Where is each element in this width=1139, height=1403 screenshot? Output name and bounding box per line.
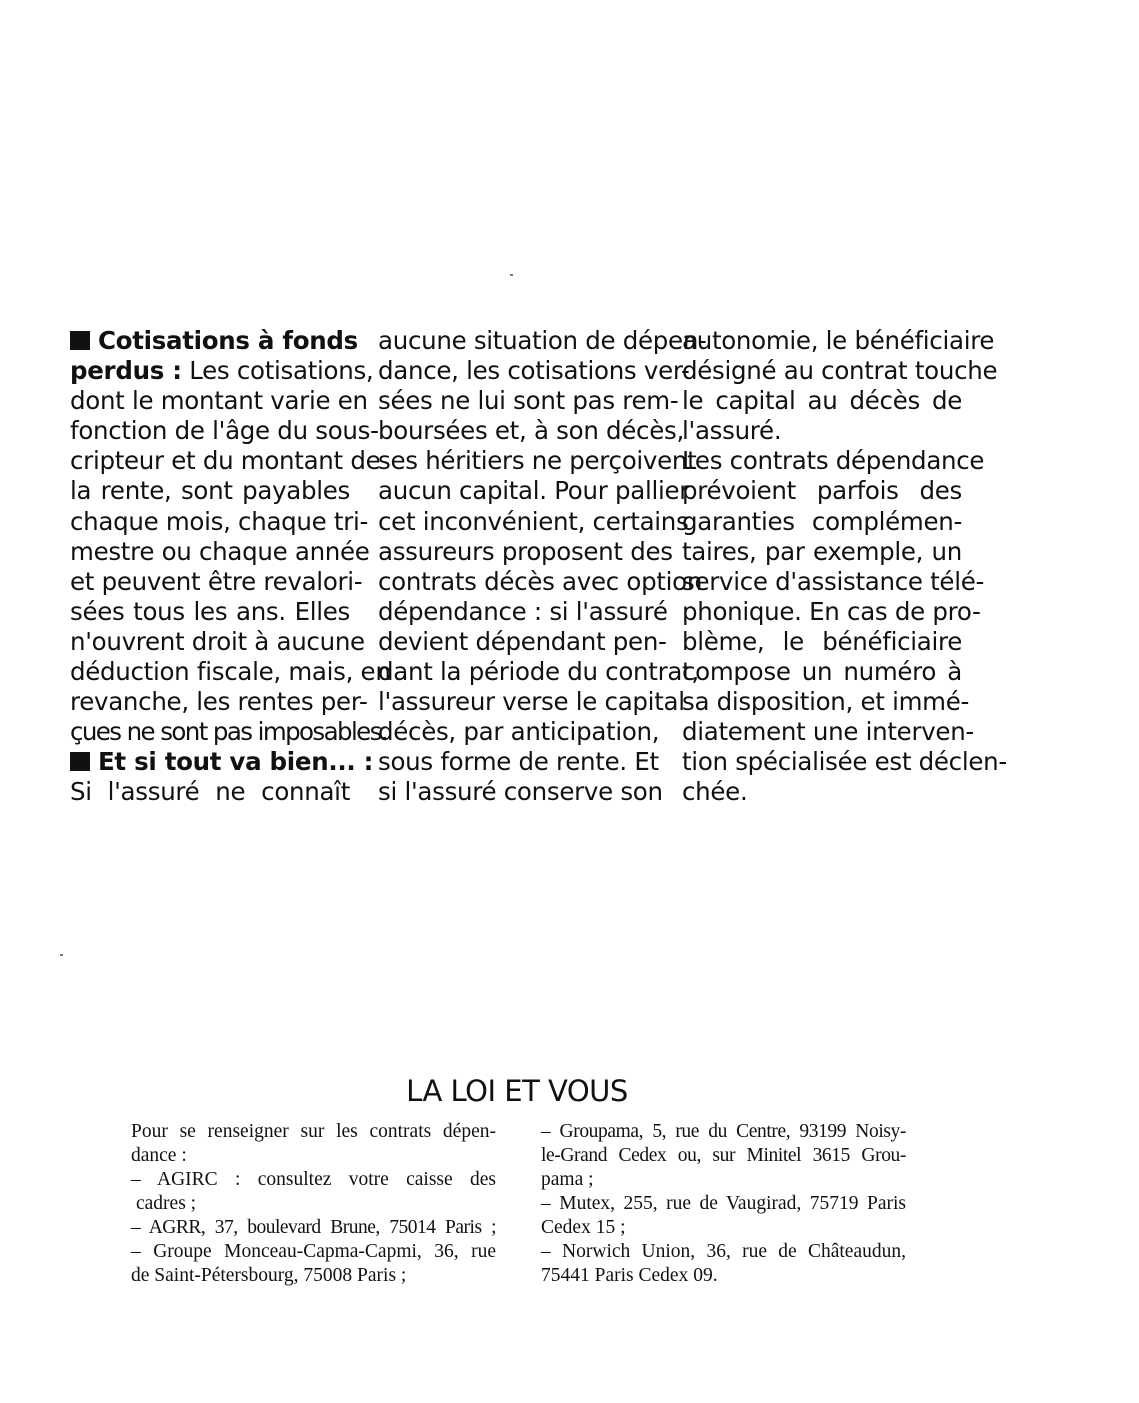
loi-info-left [131, 1120, 496, 1288]
article-line: Si l'assuré ne connaît [70, 777, 350, 807]
info-line: – AGIRC : consultez votre caisse des [131, 1169, 496, 1190]
article-line: aucune situation de dépen- [378, 326, 707, 355]
article-line: aucun capital. Pour pallier [378, 476, 690, 506]
article-line: Les contrats dépendance [682, 446, 985, 476]
article-line: et peuvent être revalori- [70, 566, 363, 596]
article-line: le capital au décès de [682, 386, 962, 416]
info-line: Cedex 15 ; [541, 1217, 626, 1238]
bullet-square-icon [70, 752, 90, 771]
article-line: sa disposition, et immé- [682, 687, 970, 717]
article-line: autonomie, le bénéficiaire [682, 326, 995, 355]
article-line: phonique. En cas de pro- [682, 596, 981, 626]
article-line: déduction fiscale, mais, en [70, 657, 391, 687]
info-line: 75441 Paris Cedex 09. [541, 1265, 718, 1286]
article-line: sées tous les ans. Elles [70, 596, 350, 626]
info-line: – Groupe Monceau-Capma-Capmi, 36, rue [131, 1241, 496, 1262]
info-line: cadres ; [136, 1193, 197, 1214]
section-heading: perdus : [70, 356, 182, 386]
article-line: prévoient parfois des [682, 476, 962, 506]
article-line: garanties complémen- [682, 506, 962, 536]
scan-speck [510, 274, 513, 276]
section-heading: Et si tout va bien... : [98, 747, 374, 777]
loi-info-right [541, 1120, 906, 1288]
article-line: çues ne sont pas imposables. [70, 717, 387, 747]
article-line: cripteur et du montant de [70, 446, 381, 476]
article-line: contrats décès avec option [378, 566, 703, 596]
article-line [70, 356, 374, 386]
article-line [70, 326, 358, 356]
article-line: service d'assistance télé- [682, 566, 985, 596]
article-line [70, 747, 374, 777]
info-line: – Norwich Union, 36, rue de Châteaudun, [541, 1241, 906, 1262]
article-line: sées ne lui sont pas rem- [378, 386, 679, 416]
article-column-3 [682, 326, 1007, 808]
info-line: de Saint-Pétersbourg, 75008 Paris ; [131, 1265, 407, 1286]
article-line: l'assureur verse le capital [378, 687, 685, 717]
article-line: dont le montant varie en [70, 386, 368, 416]
article-line: chaque mois, chaque tri- [70, 506, 369, 536]
article-column-2 [378, 326, 707, 808]
article-line: revanche, les rentes per- [70, 687, 368, 717]
info-line: – Groupama, 5, rue du Centre, 93199 Noisy- [541, 1121, 906, 1142]
article-line: tion spécialisée est déclen- [682, 747, 1007, 777]
article-line: dant la période du contrat, [378, 657, 699, 687]
article-line: taires, par exemple, un [682, 536, 962, 566]
article-line: mestre ou chaque année [70, 536, 370, 566]
article-line: si l'assuré conserve son [378, 777, 663, 807]
article-line: l'assuré. [682, 416, 782, 446]
section-heading: Cotisations à fonds [98, 326, 358, 355]
info-line: le-Grand Cedex ou, sur Minitel 3615 Grou- [541, 1145, 906, 1166]
article-column-1 [70, 326, 391, 808]
article-line: cet inconvénient, certains [378, 506, 689, 536]
info-line: – Mutex, 255, rue de Vaugirad, 75719 Paris [541, 1193, 906, 1214]
article-line: assureurs proposent des [378, 536, 673, 566]
loi-et-vous-heading: LA LOI ET VOUS [406, 1074, 628, 1108]
article-line: décès, par anticipation, [378, 717, 660, 747]
article-line: boursées et, à son décès, [378, 416, 684, 446]
article-line: chée. [682, 777, 748, 807]
article-line: fonction de l'âge du sous- [70, 416, 379, 446]
article-text: Les cotisations, [189, 356, 374, 386]
info-line: Pour se renseigner sur les contrats dépen- [131, 1121, 496, 1142]
info-line: pama ; [541, 1169, 594, 1190]
article-line: la rente, sont payables [70, 476, 350, 506]
article-line: compose un numéro à [682, 657, 962, 687]
article-line: ses héritiers ne perçoivent [378, 446, 697, 476]
bullet-square-icon [70, 331, 90, 350]
article-line: désigné au contrat touche [682, 356, 998, 386]
scan-speck [60, 954, 63, 956]
article-line: dance, les cotisations ver- [378, 356, 690, 386]
info-line: – AGRR, 37, boulevard Brune, 75014 Paris ; [131, 1217, 496, 1238]
article-line: blème, le bénéficiaire [682, 626, 962, 656]
article-line: n'ouvrent droit à aucune [70, 626, 365, 656]
info-line: dance : [131, 1145, 187, 1166]
article-line: dépendance : si l'assuré [378, 596, 668, 626]
article-line: diatement une interven- [682, 717, 974, 747]
article-line: sous forme de rente. Et [378, 747, 659, 777]
article-line: devient dépendant pen- [378, 626, 667, 656]
